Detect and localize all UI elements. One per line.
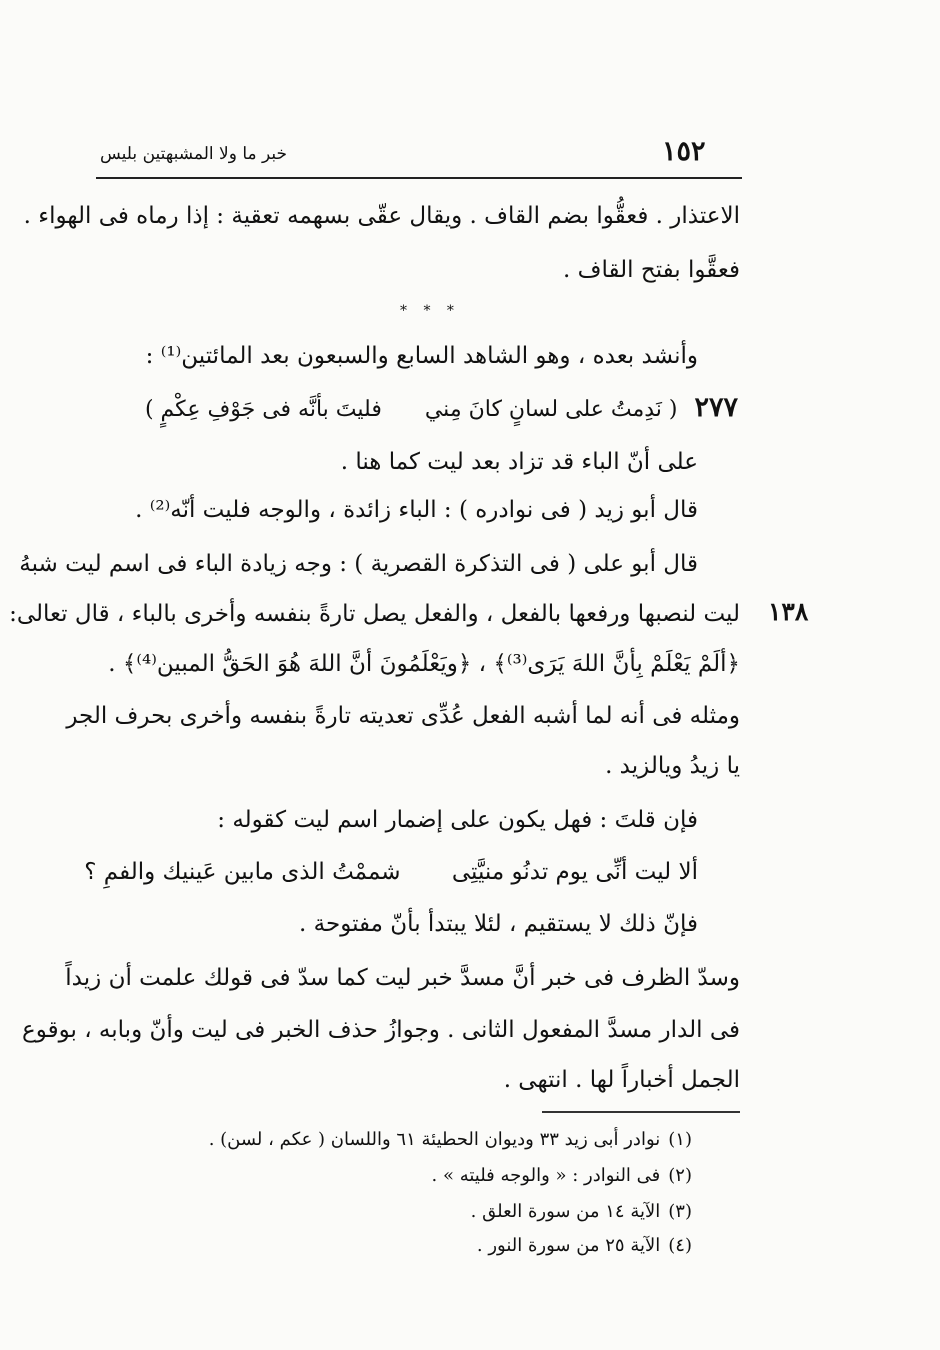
section-separator: * * * <box>400 303 460 319</box>
paragraph-line: ومثله فى أنه لما أشبه الفعل عُدِّى تعديته تارةً بنفسه وأخرى بحرف الجر <box>66 703 740 729</box>
verse-quote <box>84 856 698 888</box>
paragraph-line: فإن قلتَ : فهل يكون على إضمار اسم ليت كقوله : <box>217 807 698 833</box>
paragraph-line: على أنّ الباء قد تزاد بعد ليت كما هنا . <box>340 449 698 475</box>
witness-intro: وأنشد بعده ، وهو الشاهد السابع والسبعون بعد المائتين⁽¹⁾ : <box>145 343 698 369</box>
footnote-number: (٤) <box>668 1235 692 1256</box>
footnote <box>471 1200 692 1224</box>
header-rule <box>96 177 742 179</box>
verse-hemistich-1: ( نَدِمتُ على لسانٍ كانَ مِني <box>424 397 678 422</box>
margin-number: ١٣٨ <box>768 597 809 626</box>
footnote-text: الآية ٢٥ من سورة النور . <box>476 1235 661 1256</box>
footnote <box>477 1234 692 1258</box>
quran-quote-line: ﴿ألَمْ يَعْلَمْ بِأنَّ اللهَ يَرَى⁽³⁾﴾ ، ﴿ويَعْلَمُونَ أنَّ اللهَ هُوَ الحَقُّ المبين⁽⁴⁾﴾ . <box>108 651 740 677</box>
footnote-text: الآية ١٤ من سورة العلق . <box>470 1201 661 1222</box>
paragraph-line: قال أبو زيد ( فى نوادره ) : الباء زائدة ، والوجه فليت أنّه⁽²⁾ . <box>135 497 698 523</box>
footnote <box>209 1128 692 1152</box>
page-number: ١٥٢ <box>662 136 706 167</box>
footnote-number: (١) <box>668 1129 692 1150</box>
verse-hemistich-1: ألا ليت أنِّى يوم تدنُو منيَّتِى <box>451 859 698 885</box>
footnote-text: فى النوادر : « والوجه فليته » . <box>431 1165 661 1186</box>
verse-hemistich-2: فليتَ بأنَّه فى جَوْفِ عِكْمٍ ) <box>144 397 382 422</box>
verse-hemistich-2: شممْتُ الذى مابين عَينيك والفمِ ؟ <box>84 859 401 885</box>
paragraph-line: فإنّ ذلك لا يستقيم ، لئلا يبتدأ بأنّ مفتوحة . <box>299 911 698 937</box>
footnote-number: (٢) <box>668 1165 692 1186</box>
paragraph-line: وسدّ الظرف فى خبر أنَّ مسدَّ خبر ليت كما سدّ فى قولك علمت أن زيداً <box>65 965 740 991</box>
footnote-number: (٣) <box>668 1201 692 1222</box>
paragraph-line: الاعتذار . فعقُّوا بضم القاف . ويقال عقّى بسهمه تعقية : إذا رماه فى الهواء . <box>23 203 740 229</box>
paragraph-line: ليت لنصبها ورفعها بالفعل ، والفعل يصل تارةً بنفسه وأخرى بالباء ، قال تعالى: <box>9 601 740 627</box>
footnote-text: نوادر أبى زيد ٣٣ وديوان الحطيئة ٦١ واللسان ( عكم ، لسن) . <box>208 1129 661 1150</box>
paragraph-line: الجمل أخباراً لها . انتهى . <box>503 1067 740 1093</box>
verse-277 <box>145 392 738 426</box>
running-title: خبر ما ولا المشبهتين بليس <box>100 144 288 164</box>
paragraph-line: قال أبو على ( فى التذكرة القصرية ) : وجه زيادة الباء فى اسم ليت شبهُ <box>19 551 698 577</box>
footnote <box>432 1164 692 1188</box>
paragraph-line: يا زيدُ ويالزيد . <box>605 753 740 779</box>
paragraph-line: فعقَّوا بفتح القاف . <box>563 257 740 283</box>
verse-number: ٢٧٧ <box>694 392 738 423</box>
footnote-rule <box>542 1111 740 1113</box>
paragraph-line: فى الدار مسدَّ المفعول الثانى . وجوازُ حذف الخبر فى ليت وأنّ وبابه ، بوقوع <box>22 1017 740 1043</box>
